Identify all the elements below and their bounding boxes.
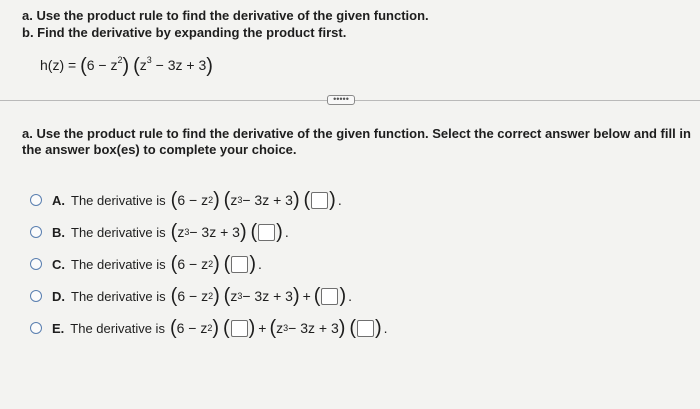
radio-b[interactable] xyxy=(30,226,42,238)
option-letter: C. xyxy=(52,256,65,272)
option-c-expression: ( 6 − z 2 ) ( ) . xyxy=(170,252,262,275)
function-factor-1: 6 − z xyxy=(86,57,118,73)
option-e-expression: ( 6 − z 2 ) ( ) + ( z 3 − 3z + 3 ) ( ) . xyxy=(169,316,388,339)
option-letter: B. xyxy=(52,224,65,240)
option-label: The derivative is xyxy=(71,256,166,272)
option-b[interactable] xyxy=(30,218,289,246)
radio-c[interactable] xyxy=(30,258,42,270)
answer-box[interactable] xyxy=(231,256,248,273)
option-e[interactable] xyxy=(30,314,388,342)
radio-a[interactable] xyxy=(30,194,42,206)
answer-box[interactable] xyxy=(258,224,275,241)
option-label: The derivative is xyxy=(71,192,166,208)
option-label: The derivative is xyxy=(71,288,166,304)
function-lhs: h(z) = xyxy=(40,57,77,73)
instruction-a: a. Use the product rule to find the derivative of the given function. xyxy=(22,8,429,23)
expand-more-button[interactable]: ••••• xyxy=(327,95,355,105)
option-d[interactable] xyxy=(30,282,352,310)
option-letter: D. xyxy=(52,288,65,304)
option-b-expression: ( z 3 − 3z + 3 ) ( ) . xyxy=(170,220,289,243)
option-a-expression: ( 6 − z 2 ) ( z 3 − 3z + 3 ) ( ) . xyxy=(170,188,342,211)
function-factor-2: z xyxy=(139,57,147,73)
option-d-expression: ( 6 − z 2 ) ( z 3 − 3z + 3 ) + ( ) . xyxy=(170,284,353,307)
answer-box[interactable] xyxy=(231,320,248,337)
radio-e[interactable] xyxy=(30,322,42,334)
option-a[interactable] xyxy=(30,186,342,214)
function-definition: $h(z) = (6 - z^2)$ $(z^3 - 3z + 3)$ xyxy=(40,55,213,77)
option-letter: A. xyxy=(52,192,65,208)
option-letter: E. xyxy=(52,320,65,336)
option-c[interactable] xyxy=(30,250,262,278)
answer-box[interactable] xyxy=(321,288,338,305)
answer-box[interactable] xyxy=(357,320,374,337)
option-label: The derivative is xyxy=(70,320,165,336)
instruction-b: b. Find the derivative by expanding the product first. xyxy=(22,25,347,40)
question-text: a. Use the product rule to find the derivative of the given function. Select the correct answer below and fill in the answer box(es) to complete your choice. xyxy=(22,126,691,157)
option-label: The derivative is xyxy=(71,224,166,240)
answer-box[interactable] xyxy=(311,192,328,209)
radio-d[interactable] xyxy=(30,290,42,302)
